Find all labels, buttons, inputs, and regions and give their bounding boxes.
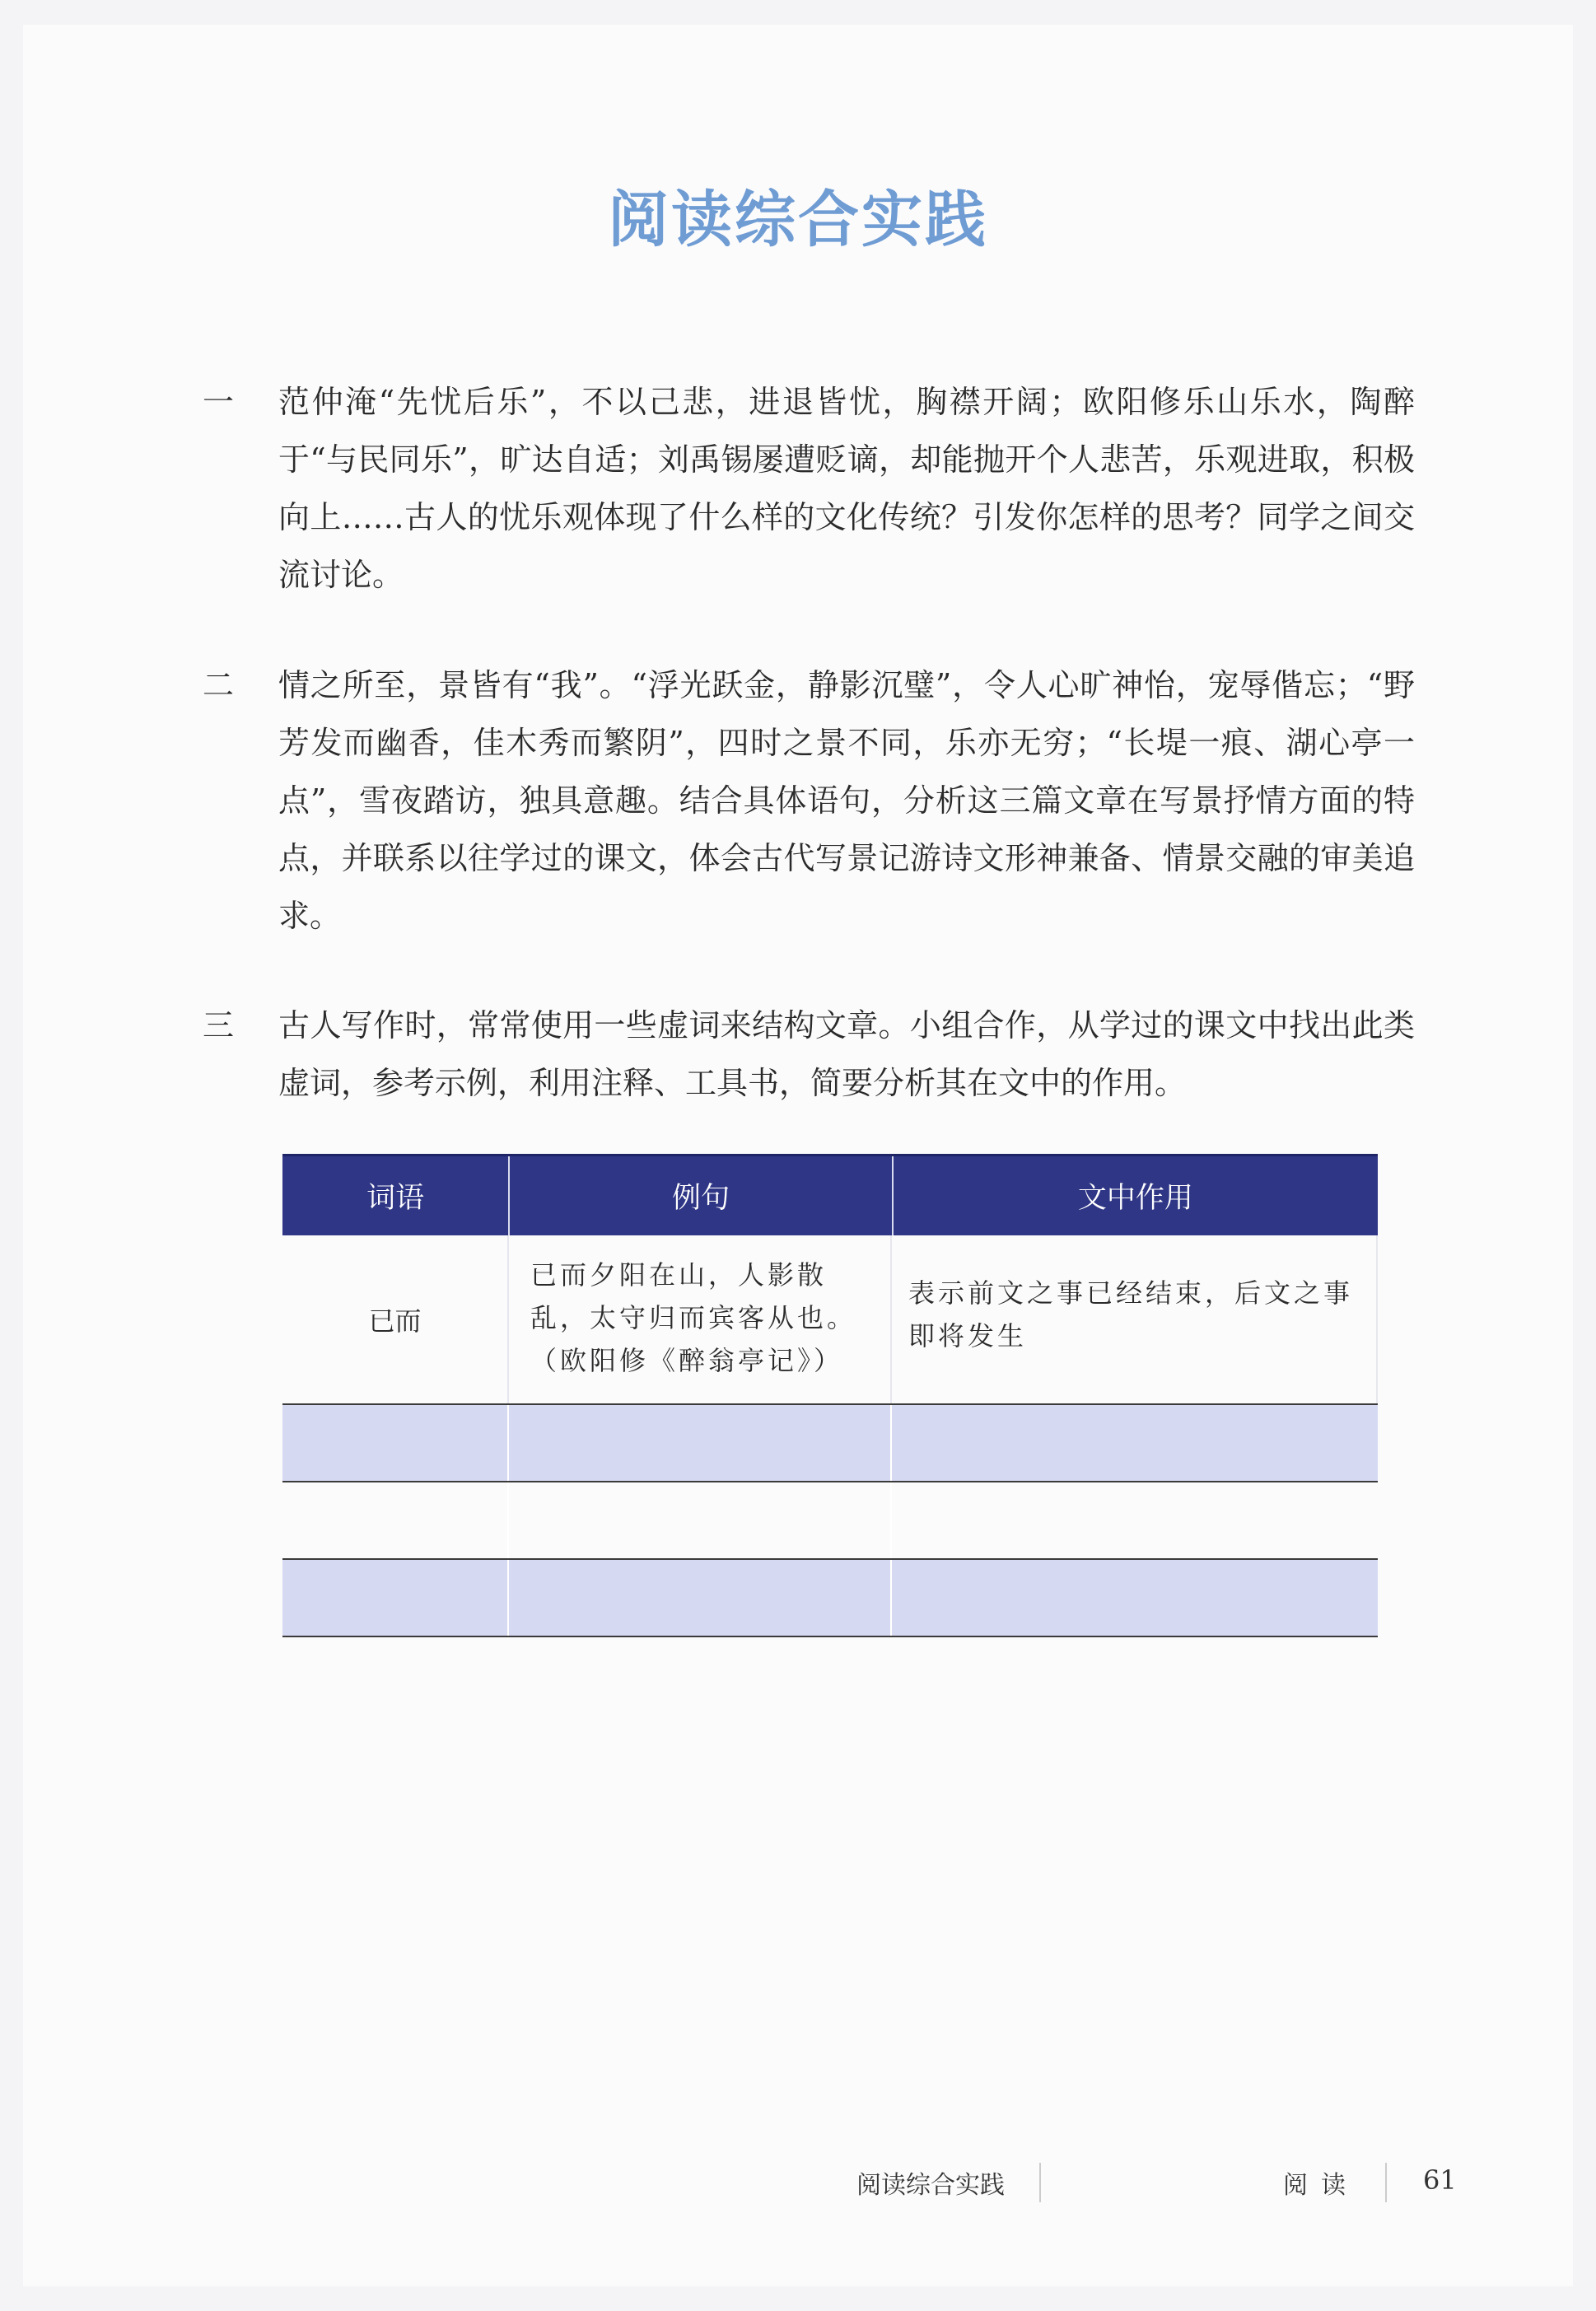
table-header	[282, 1154, 1378, 1235]
function-word-table	[282, 1154, 1378, 1637]
blank-cell[interactable]	[892, 1405, 1378, 1481]
header-word: 词语	[282, 1156, 510, 1235]
footer-divider	[1385, 2163, 1387, 2202]
question-number: 一	[203, 384, 235, 420]
footer-section-title: 阅读综合实践	[856, 2171, 1005, 2200]
table-row-blank[interactable]	[282, 1405, 1378, 1482]
page-number: 61	[1423, 2164, 1457, 2196]
footer-divider	[1039, 2163, 1041, 2202]
question-text: 古人写作时，常常使用一些虚词来结构文章。小组合作，从学过的课文中找出此类虚词，参考示例，利用注释、工具书，简要分析其在文中的作用。	[278, 1007, 1415, 1101]
blank-cell[interactable]	[282, 1560, 509, 1636]
table-row-blank[interactable]	[282, 1560, 1378, 1637]
blank-cell[interactable]	[509, 1482, 892, 1558]
page-title: 阅读综合实践	[608, 184, 988, 255]
example-word: 已而	[282, 1235, 509, 1403]
blank-cell[interactable]	[509, 1560, 892, 1636]
blank-cell[interactable]	[282, 1405, 509, 1481]
table-row-example	[282, 1235, 1378, 1405]
blank-cell[interactable]	[282, 1482, 509, 1558]
header-sentence: 例句	[510, 1156, 894, 1235]
blank-cell[interactable]	[892, 1560, 1378, 1636]
question-text: 情之所至，景皆有“我”。“浮光跃金，静影沉璧”，令人心旷神怡，宠辱偕忘；“野芳发而幽香，佳木秀而繁阴”，四时之景不同，乐亦无穷；“长堤一痕、湖心亭一点”，雪夜踏访，独具意趣。结合具体语句，分析这三篇文章在写景抒情方面的特点，并联系以往学过的课文，体会古代写景记游诗文形神兼备、情景交融的审美追求。	[278, 667, 1415, 934]
example-function: 表示前文之事已经结束，后文之事即将发生	[892, 1235, 1378, 1403]
question-number: 三	[203, 1007, 235, 1043]
footer-unit-label: 阅读	[1283, 2171, 1359, 2200]
question-number: 二	[203, 667, 235, 703]
header-function: 文中作用	[1077, 1182, 1193, 1215]
example-sentence: 已而夕阳在山，人影散乱，太守归而宾客从也。（欧阳修《醉翁亭记》）	[509, 1235, 892, 1403]
question-text: 范仲淹“先忧后乐”，不以己悲，进退皆忧，胸襟开阔；欧阳修乐山乐水，陶醉于“与民同乐”，旷达自适；刘禹锡屡遭贬谪，却能抛开个人悲苦，乐观进取，积极向上……古人的忧乐观体现了什么样的文化传统？引发你怎样的思考？同学之间交流讨论。	[278, 384, 1415, 593]
blank-cell[interactable]	[509, 1405, 892, 1481]
blank-cell[interactable]	[892, 1482, 1378, 1558]
table-row-blank[interactable]	[282, 1482, 1378, 1560]
